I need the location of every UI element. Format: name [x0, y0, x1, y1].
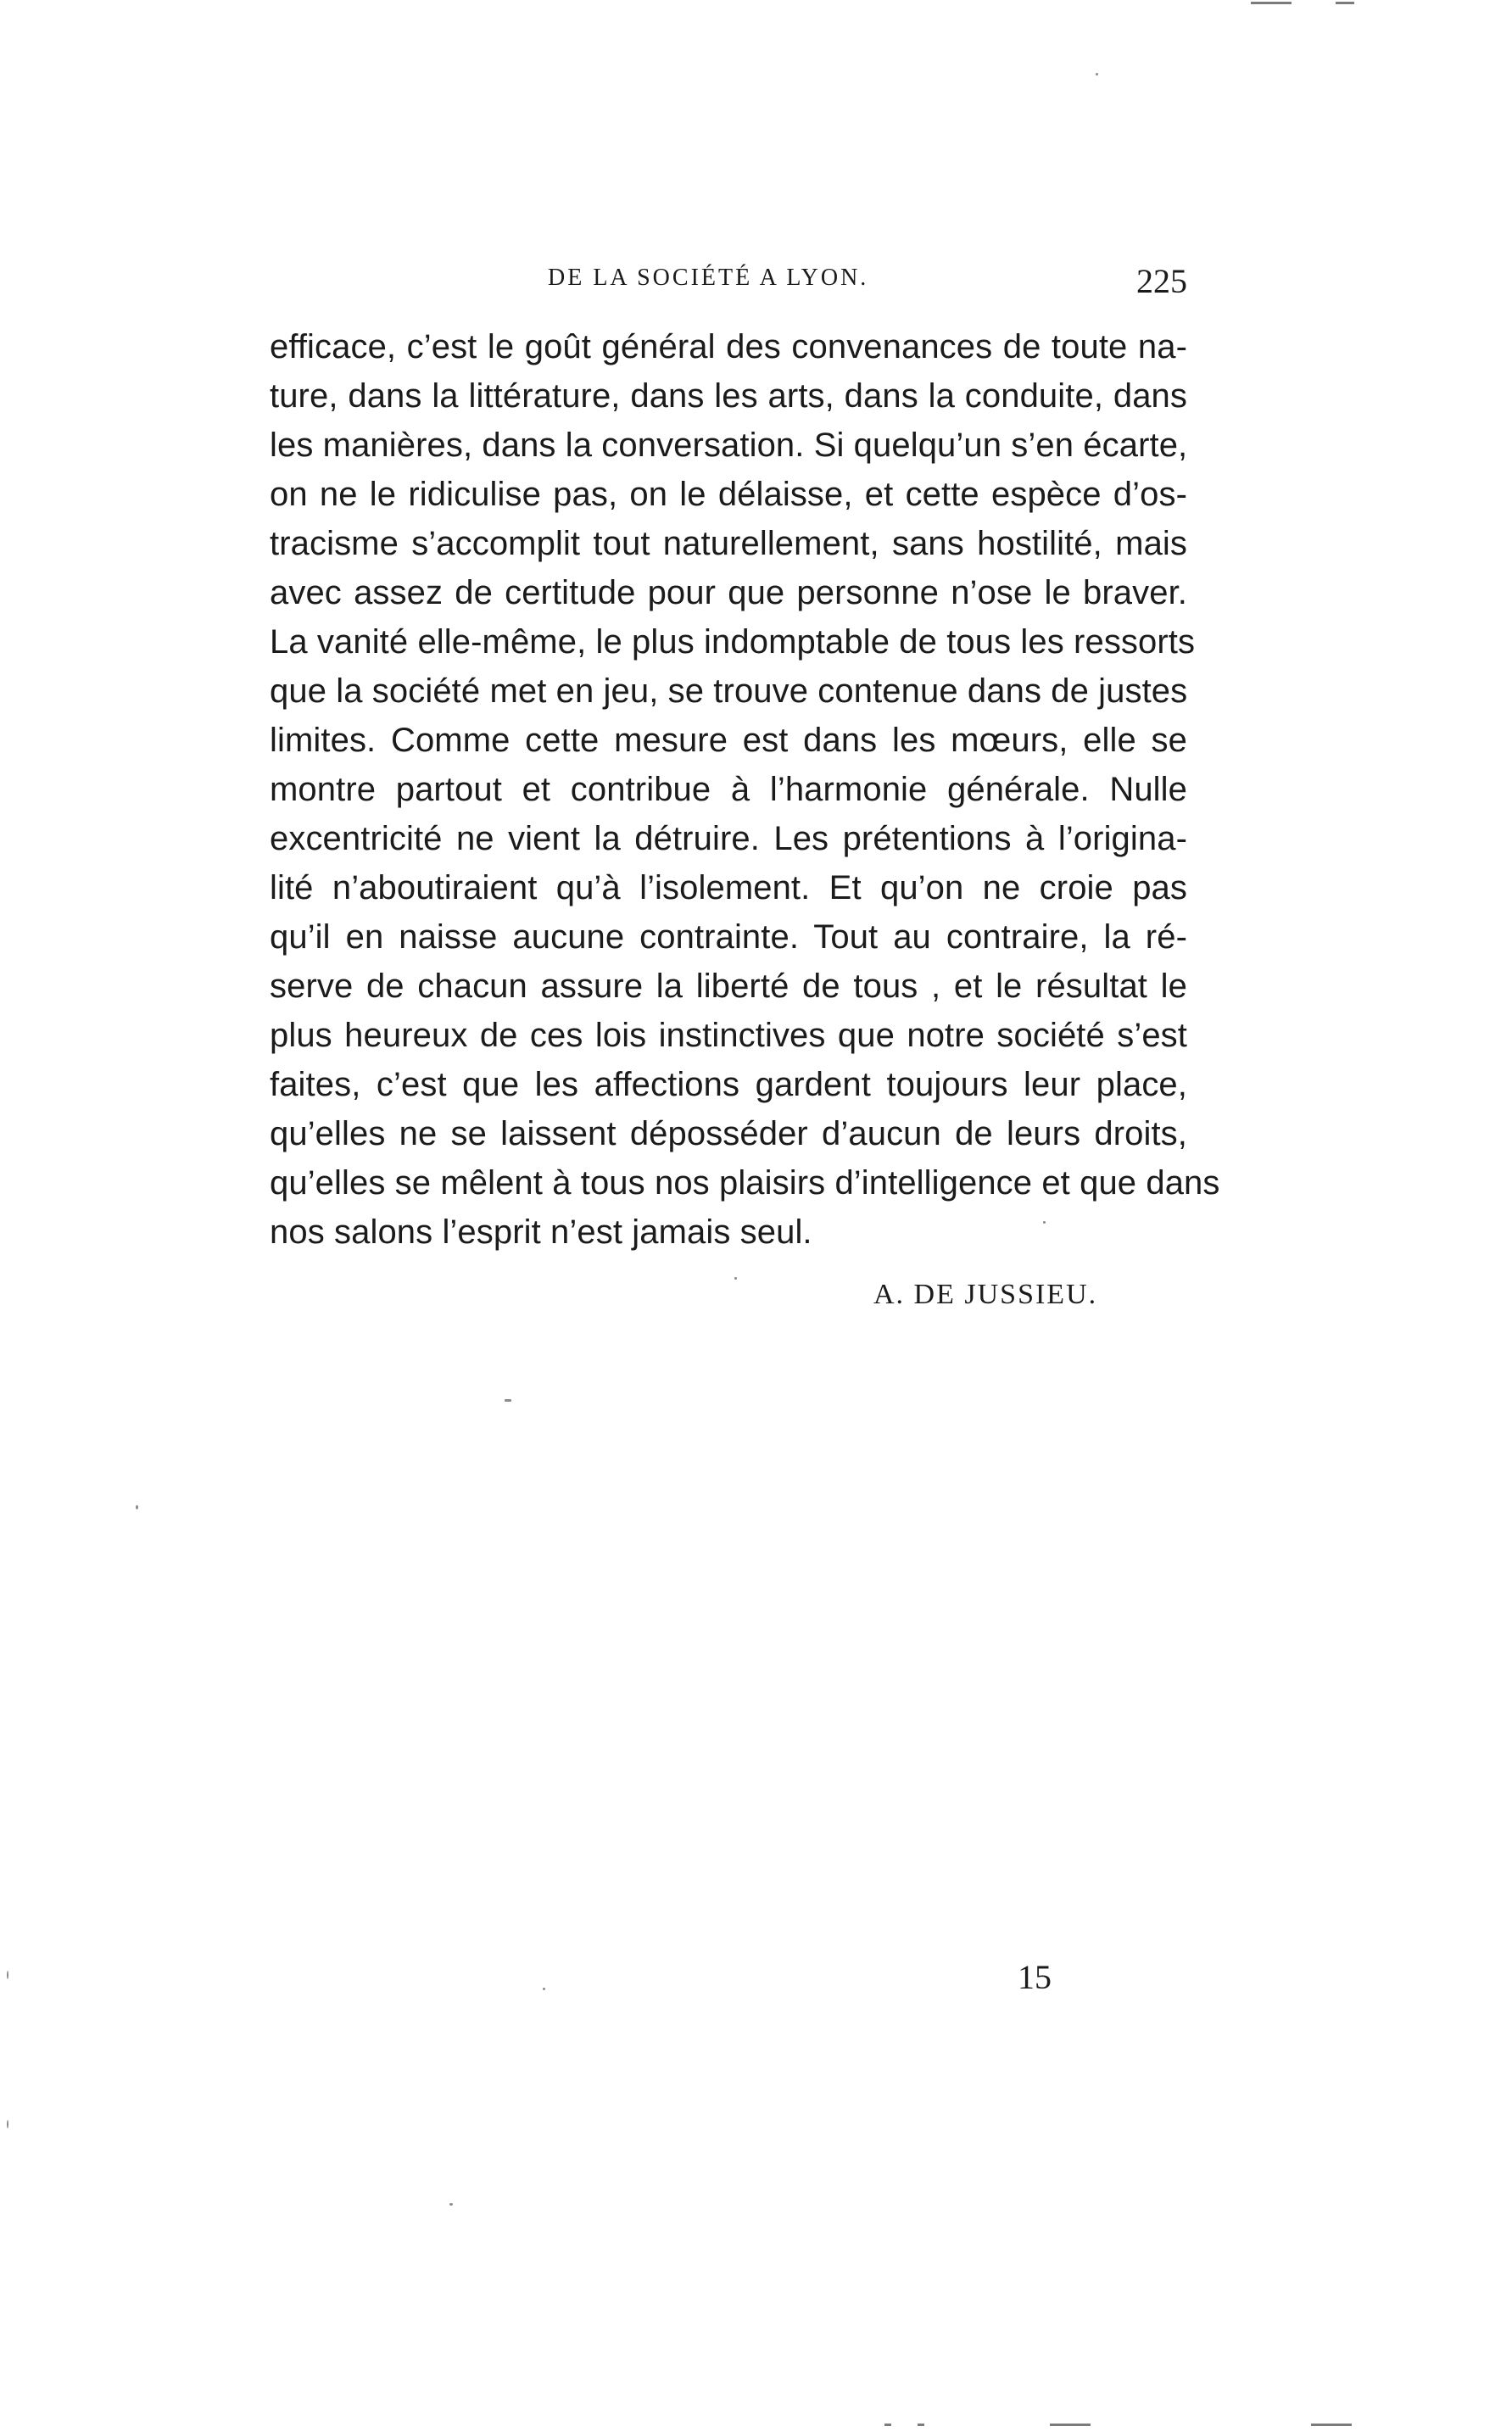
- text-line: efficace, c’est le goût général des convenances de toute na-: [270, 328, 1187, 365]
- printer-signature-mark: 15: [1018, 1958, 1052, 1996]
- text-line: serve de chacun assure la liberté de tous , et le résultat le: [270, 968, 1187, 1005]
- running-head: [271, 262, 1187, 305]
- text-line: lité n’aboutiraient qu’à l’isolement. Et qu’on ne croie pas: [270, 869, 1187, 906]
- body-text: [270, 322, 1220, 1257]
- scan-edge-mark: [1336, 2, 1354, 4]
- text-line: qu’elles se mêlent à tous nos plaisirs d’intelligence et que dans: [270, 1164, 1220, 1202]
- text-line: qu’il en naisse aucune contrainte. Tout au contraire, la ré-: [270, 918, 1187, 956]
- text-line: faites, c’est que les affections gardent toujours leur place,: [270, 1066, 1187, 1103]
- text-line: qu’elles ne se laissent déposséder d’aucun de leurs droits,: [270, 1115, 1187, 1152]
- text-line: plus heureux de ces lois instinctives que notre société s’est: [270, 1017, 1187, 1054]
- scan-speck: [505, 1399, 511, 1402]
- scan-speck: [1043, 1221, 1046, 1224]
- text-line: tracisme s’accomplit tout naturellement, sans hostilité, mais: [270, 525, 1187, 562]
- scan-edge-mark: [1251, 2, 1292, 4]
- scan-edge-mark: [918, 2424, 924, 2426]
- scan-speck: [7, 1971, 8, 1979]
- text-line: les manières, dans la conversation. Si quelqu’un s’en écarte,: [270, 427, 1188, 464]
- scan-edge-mark: [1311, 2424, 1352, 2426]
- page-number: 225: [1136, 262, 1187, 300]
- scan-speck: [7, 2120, 8, 2128]
- scan-speck: [734, 1277, 737, 1280]
- scan-edge-mark: [884, 2424, 891, 2426]
- author-signature: A. DE JUSSIEU.: [873, 1279, 1098, 1310]
- text-line: nos salons l’esprit n’est jamais seul.: [270, 1213, 812, 1251]
- text-line: que la société met en jeu, se trouve contenue dans de justes: [270, 672, 1188, 710]
- text-line: limites. Comme cette mesure est dans les mœurs, elle se: [270, 722, 1187, 759]
- text-line: avec assez de certitude pour que personne n’ose le braver.: [270, 574, 1187, 611]
- scan-speck: [543, 1988, 545, 1990]
- text-line: montre partout et contribue à l’harmonie générale. Nulle: [270, 771, 1187, 808]
- text-line: La vanité elle-même, le plus indomptable de tous les ressorts: [270, 623, 1196, 661]
- scan-speck: [449, 2203, 453, 2206]
- text-line: on ne le ridiculise pas, on le délaisse, et cette espèce d’os-: [270, 476, 1187, 513]
- running-title: DE LA SOCIÉTÉ A LYON.: [548, 265, 869, 291]
- scan-speck: [1096, 73, 1098, 75]
- scan-edge-mark: [1050, 2424, 1091, 2426]
- text-line: excentricité ne vient la détruire. Les prétentions à l’origina-: [270, 820, 1187, 857]
- scan-speck: [136, 1505, 138, 1509]
- text-line: ture, dans la littérature, dans les arts, dans la conduite, dans: [270, 377, 1187, 415]
